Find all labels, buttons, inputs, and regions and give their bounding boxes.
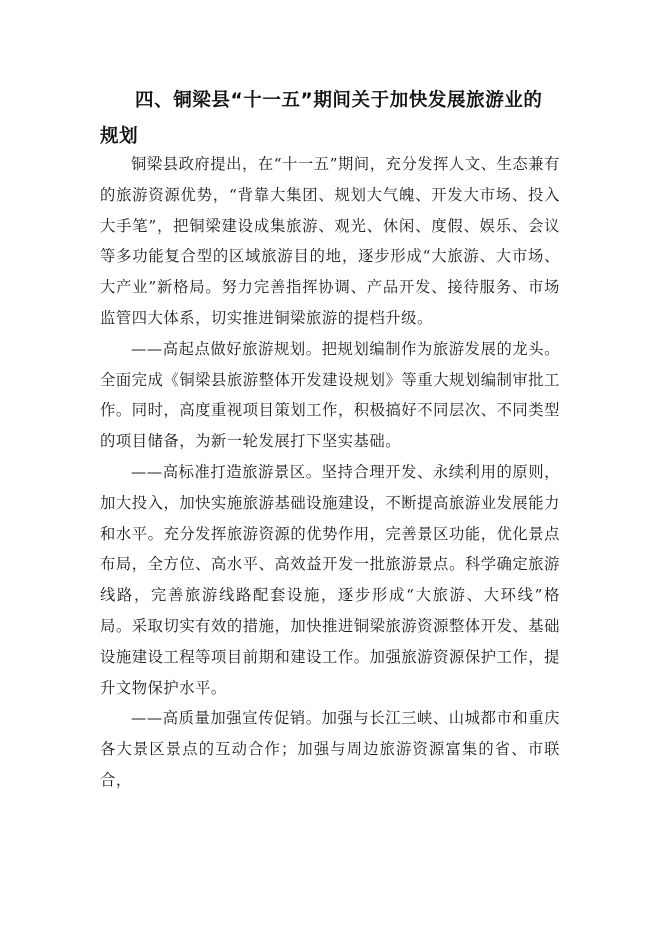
paragraph-intro: 铜梁县政府提出，在“十一五”期间，充分发挥人文、生态兼有的旅游资源优势，“背靠大集团、规划大气魄、开发大市场、投入大手笔”，把铜梁建设成集旅游、观光、休闲、度假、娱乐、会议等多功能复合型的区域旅游目的地，逐步形成“大旅游、大市场、大产业”新格局。努力完善指挥协调、产品开发、接待服务、市场监管四大体系，切实推进铜梁旅游的提档升级。 [100, 155, 560, 327]
document-body [100, 149, 560, 796]
paragraph-promotion: ——高质量加强宣传促销。加强与长江三峡、山城都市和重庆各大景区景点的互动合作；加强与周边旅游资源富集的省、市联合， [100, 709, 560, 789]
paragraph-planning: ——高起点做好旅游规划。把规划编制作为旅游发展的龙头。全面完成《铜梁县旅游整体开发建设规划》等重大规划编制审批工作。同时，高度重视项目策划工作，积极搞好不同层次、不同类型的项目储备，为新一轮发展打下坚实基础。 [100, 339, 560, 451]
section-title: 四、铜梁县“十一五”期间关于加快发展旅游业的规划 [100, 90, 543, 147]
paragraph-scenic-areas: ——高标准打造旅游景区。坚持合理开发、永续利用的原则，加大投入，加快实施旅游基础设施建设，不断提高旅游业发展能力和水平。充分发挥旅游资源的优势作用，完善景区功能，优化景点布局，全方位、高水平、高效益开发一批旅游景点。科学确定旅游线路，完善旅游线路配套设施，逐步形成“大旅游、大环线”格局。采取切实有效的措施，加快推进铜梁旅游资源整体开发、基础设施建设工程等项目前期和建设工作。加强旅游资源保护工作，提升文物保护水平。 [100, 462, 560, 697]
